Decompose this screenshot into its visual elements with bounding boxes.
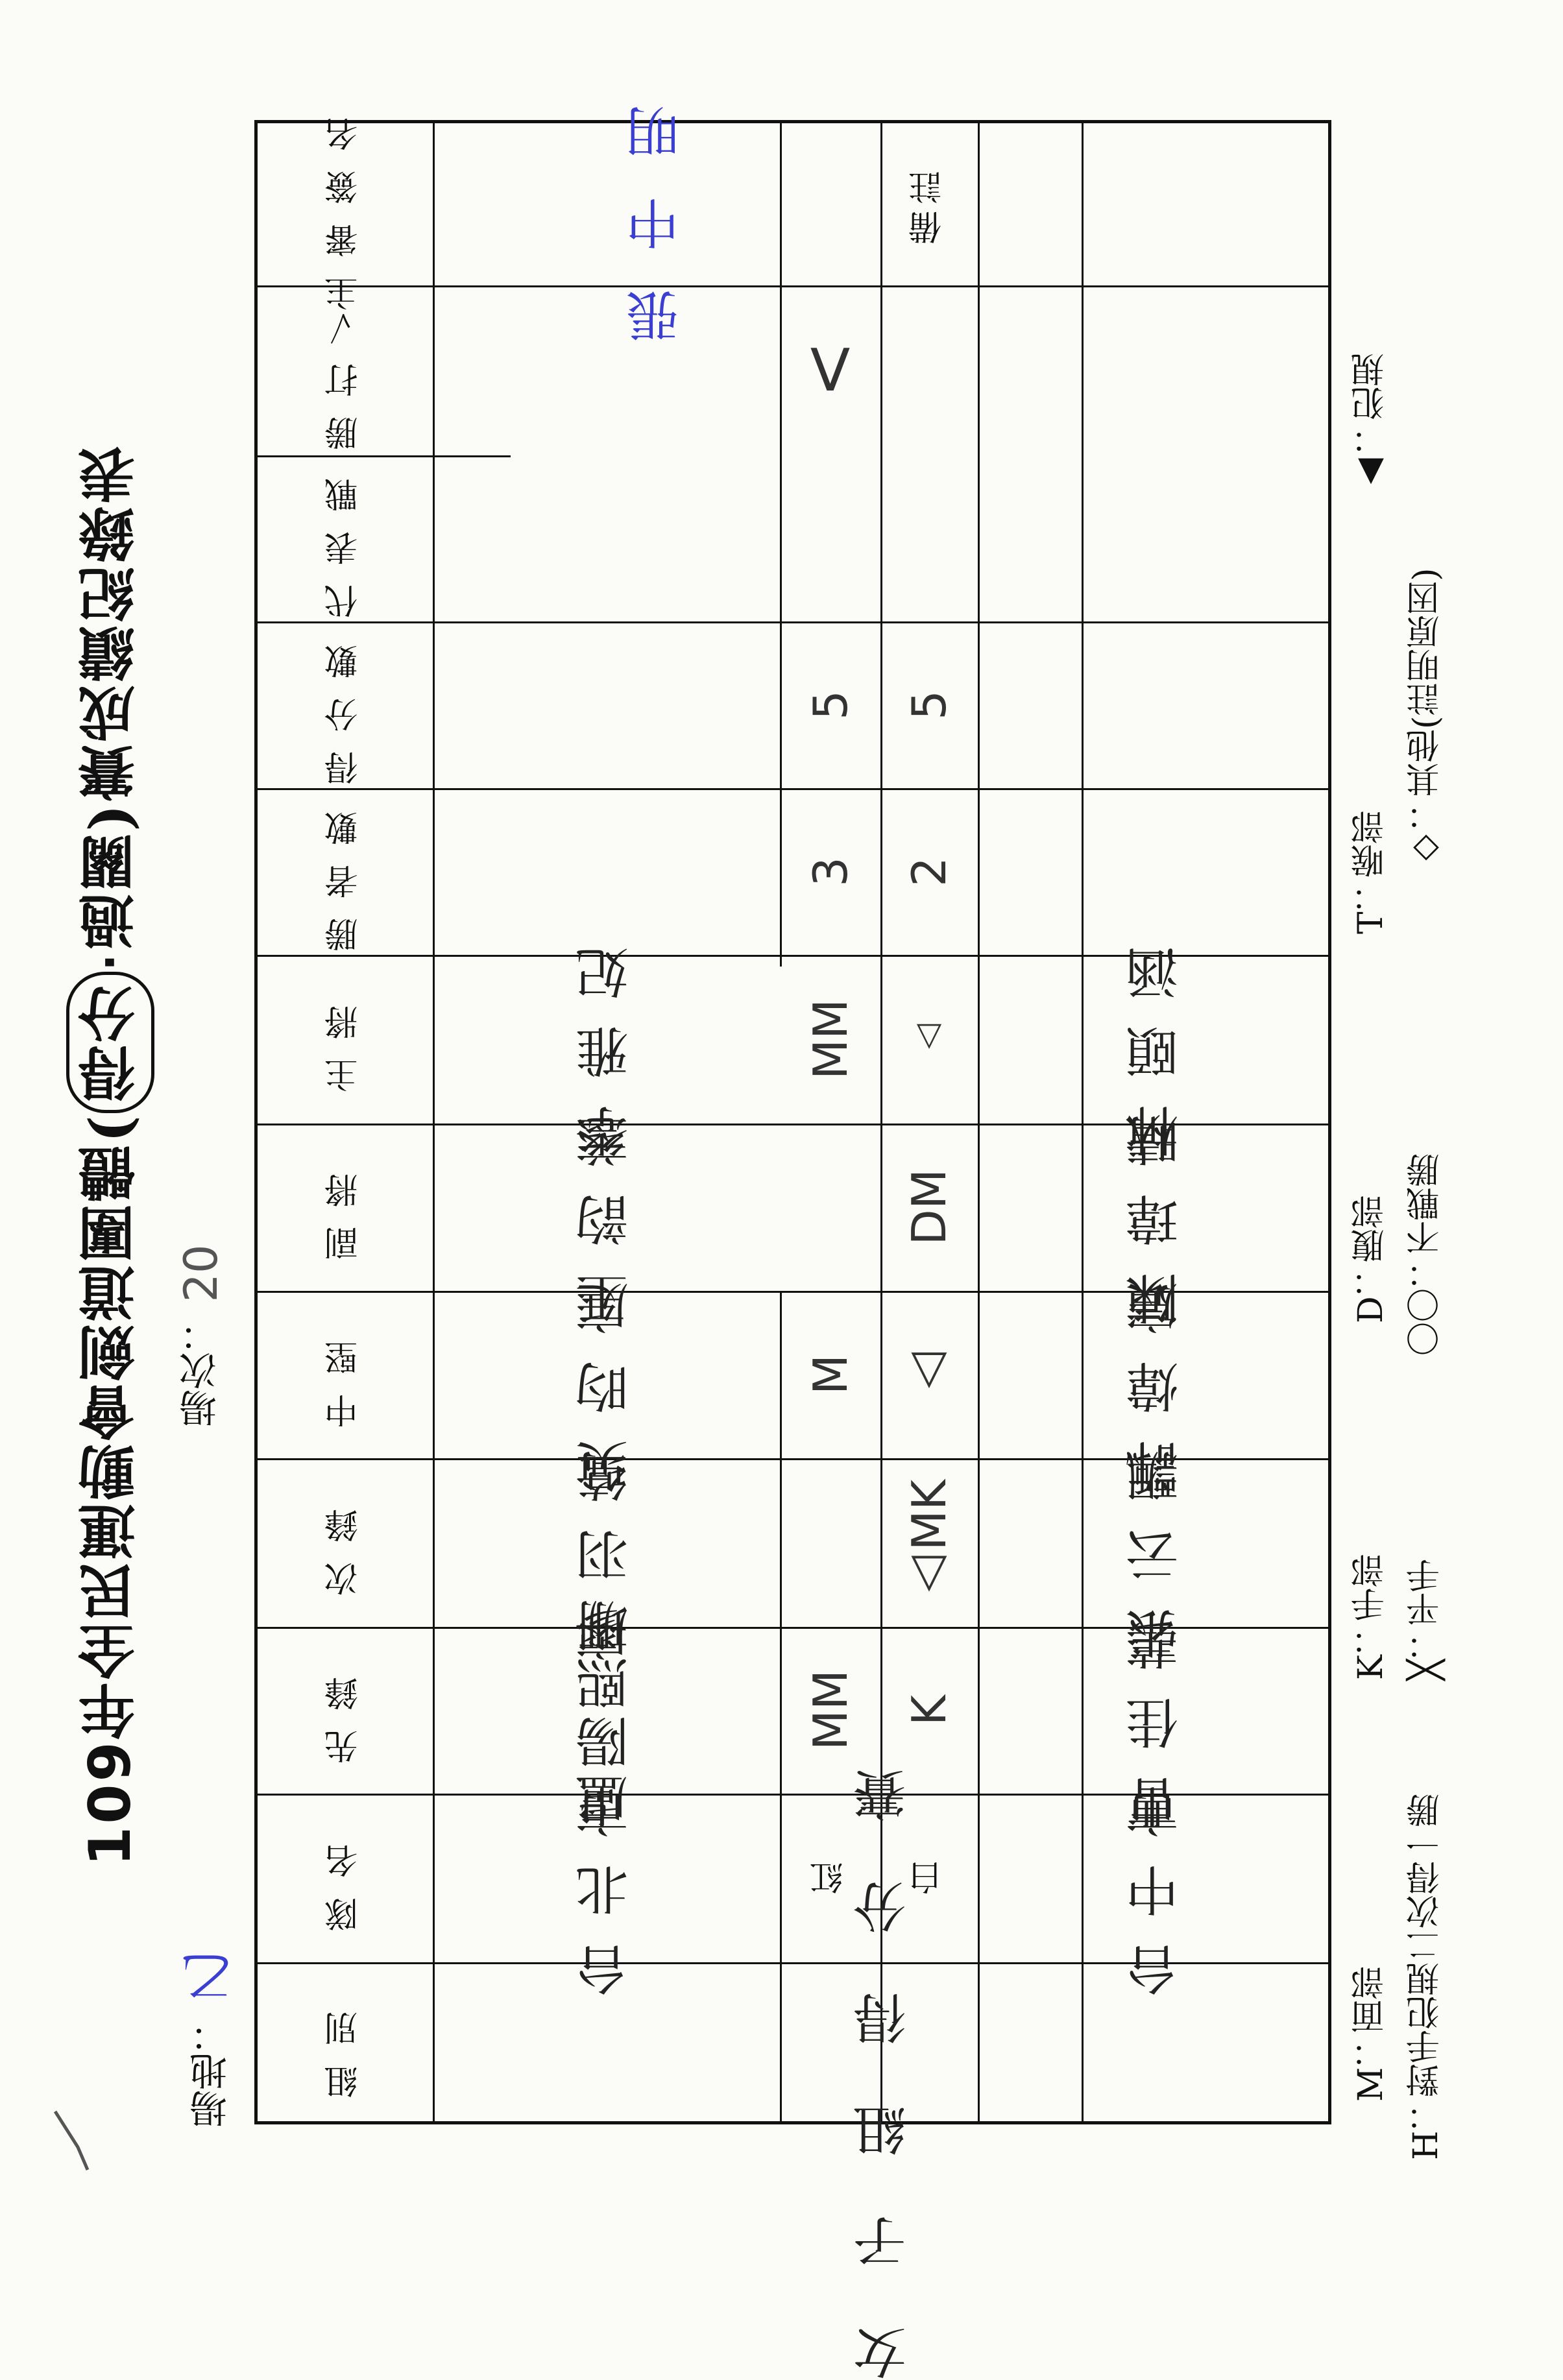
title-prefix: 年全民運動會劍道團體 bbox=[77, 1142, 144, 1739]
venue-field bbox=[174, 1881, 248, 2128]
team1-pos4-score bbox=[780, 1124, 880, 1291]
team1-pos5-player: 李雅妃 bbox=[576, 920, 637, 1158]
venue-value: 乙 bbox=[181, 1951, 241, 2003]
title-open-paren: ( bbox=[77, 1112, 144, 1142]
team2-points: 5 bbox=[902, 690, 956, 720]
team1-pos3-score: M bbox=[803, 1354, 858, 1395]
header-points: 得分數 bbox=[325, 625, 365, 785]
team1-pos3-player: 吳昀庭 bbox=[576, 1256, 637, 1493]
legend-h: H：對手犯規二次得一勝 bbox=[1407, 1793, 1446, 2160]
title-suffix: 賽成績紀錄表 bbox=[77, 443, 144, 802]
title-circled-option: 得分 bbox=[66, 971, 154, 1112]
team1-pos1-player: 盧陽熙珊 bbox=[576, 1593, 637, 1827]
scan-mark-icon bbox=[52, 2108, 91, 2173]
legend-foul: ▲：犯規 bbox=[1351, 353, 1390, 493]
team1-winner-tick: V bbox=[810, 336, 851, 405]
title-separator: ‧ bbox=[77, 950, 144, 972]
header-rep: 代表戰 bbox=[325, 459, 365, 618]
title-year: 109 bbox=[77, 1738, 143, 1866]
legend-d: D：腹部 bbox=[1351, 1195, 1390, 1323]
match-value: 20 bbox=[175, 1244, 228, 1303]
header-pos4: 副將 bbox=[325, 1154, 365, 1260]
team1-color-label: 紅 bbox=[810, 1861, 849, 1895]
header-referee: 主審簽名 bbox=[325, 98, 365, 311]
header-remarks: 備註 bbox=[909, 164, 949, 245]
team1-pos1-score: MM bbox=[803, 1670, 858, 1751]
team2-pos5-score: △ bbox=[910, 1020, 948, 1058]
team1-wins: 3 bbox=[803, 856, 858, 887]
team1-name: 台北市 bbox=[576, 1759, 637, 1997]
group-value: 女子組得分賽 bbox=[853, 1710, 915, 2380]
match-label: 場次： bbox=[179, 1314, 223, 1427]
team1-pos4-player: 王韵慈 bbox=[576, 1088, 637, 1326]
team2-pos4-score: DM bbox=[902, 1169, 956, 1245]
score-table bbox=[254, 66, 1331, 2380]
header-winner-tick: 勝打✓ bbox=[325, 291, 365, 450]
team2-pos5-player: 林頤涵 bbox=[1125, 920, 1187, 1158]
header-pos3: 中堅 bbox=[325, 1321, 365, 1428]
match-field bbox=[174, 1187, 228, 1427]
team2-color-label: 白 bbox=[909, 1861, 949, 1895]
legend-x: ╳：平手 bbox=[1407, 1558, 1446, 1680]
header-pos1: 先鋒 bbox=[325, 1657, 365, 1764]
title-other-option: 過關 bbox=[77, 831, 144, 951]
header-team: 隊名 bbox=[325, 1825, 365, 1931]
team2-pos1-score: K bbox=[902, 1694, 956, 1726]
header-wins: 勝者數 bbox=[325, 791, 365, 952]
team2-wins: 2 bbox=[902, 856, 956, 887]
team2-pos3-score: △ bbox=[902, 1347, 956, 1402]
legend-k: K：手部 bbox=[1351, 1554, 1390, 1680]
team1-points: 5 bbox=[803, 690, 858, 720]
team2-pos4-player: 陳瑋晴 bbox=[1125, 1088, 1187, 1326]
referee-signature: 張中明 bbox=[625, 66, 688, 343]
team1-pos2-score bbox=[780, 1458, 880, 1627]
header-pos5: 主將 bbox=[325, 986, 365, 1092]
team2-pos1-player: 曹佳芸 bbox=[1125, 1591, 1187, 1829]
team1-pos2-player: 廖羽绮 bbox=[576, 1424, 637, 1661]
team1-pos5-score: MM bbox=[803, 998, 858, 1080]
legend-m: M：面部 bbox=[1351, 1965, 1390, 2102]
team2-pos2-player: 張云飄 bbox=[1125, 1424, 1187, 1661]
team2-name: 台中市 bbox=[1125, 1759, 1187, 1997]
header-pos2: 次鋒 bbox=[325, 1489, 365, 1596]
team2-pos2-score: △MK bbox=[902, 1480, 956, 1605]
legend-other: ◇：其他(註明原因) bbox=[1407, 568, 1446, 869]
document-title bbox=[66, 246, 144, 2063]
venue-label: 場地： bbox=[189, 2015, 234, 2128]
team2-pos3-player: 許煒宸 bbox=[1125, 1256, 1187, 1493]
legend-oo: 〇〇：不戰勝 bbox=[1407, 1153, 1446, 1356]
header-group: 組別 bbox=[325, 1991, 365, 2098]
legend-t: T：喉部 bbox=[1351, 810, 1390, 934]
title-close-paren: ) bbox=[77, 801, 144, 832]
